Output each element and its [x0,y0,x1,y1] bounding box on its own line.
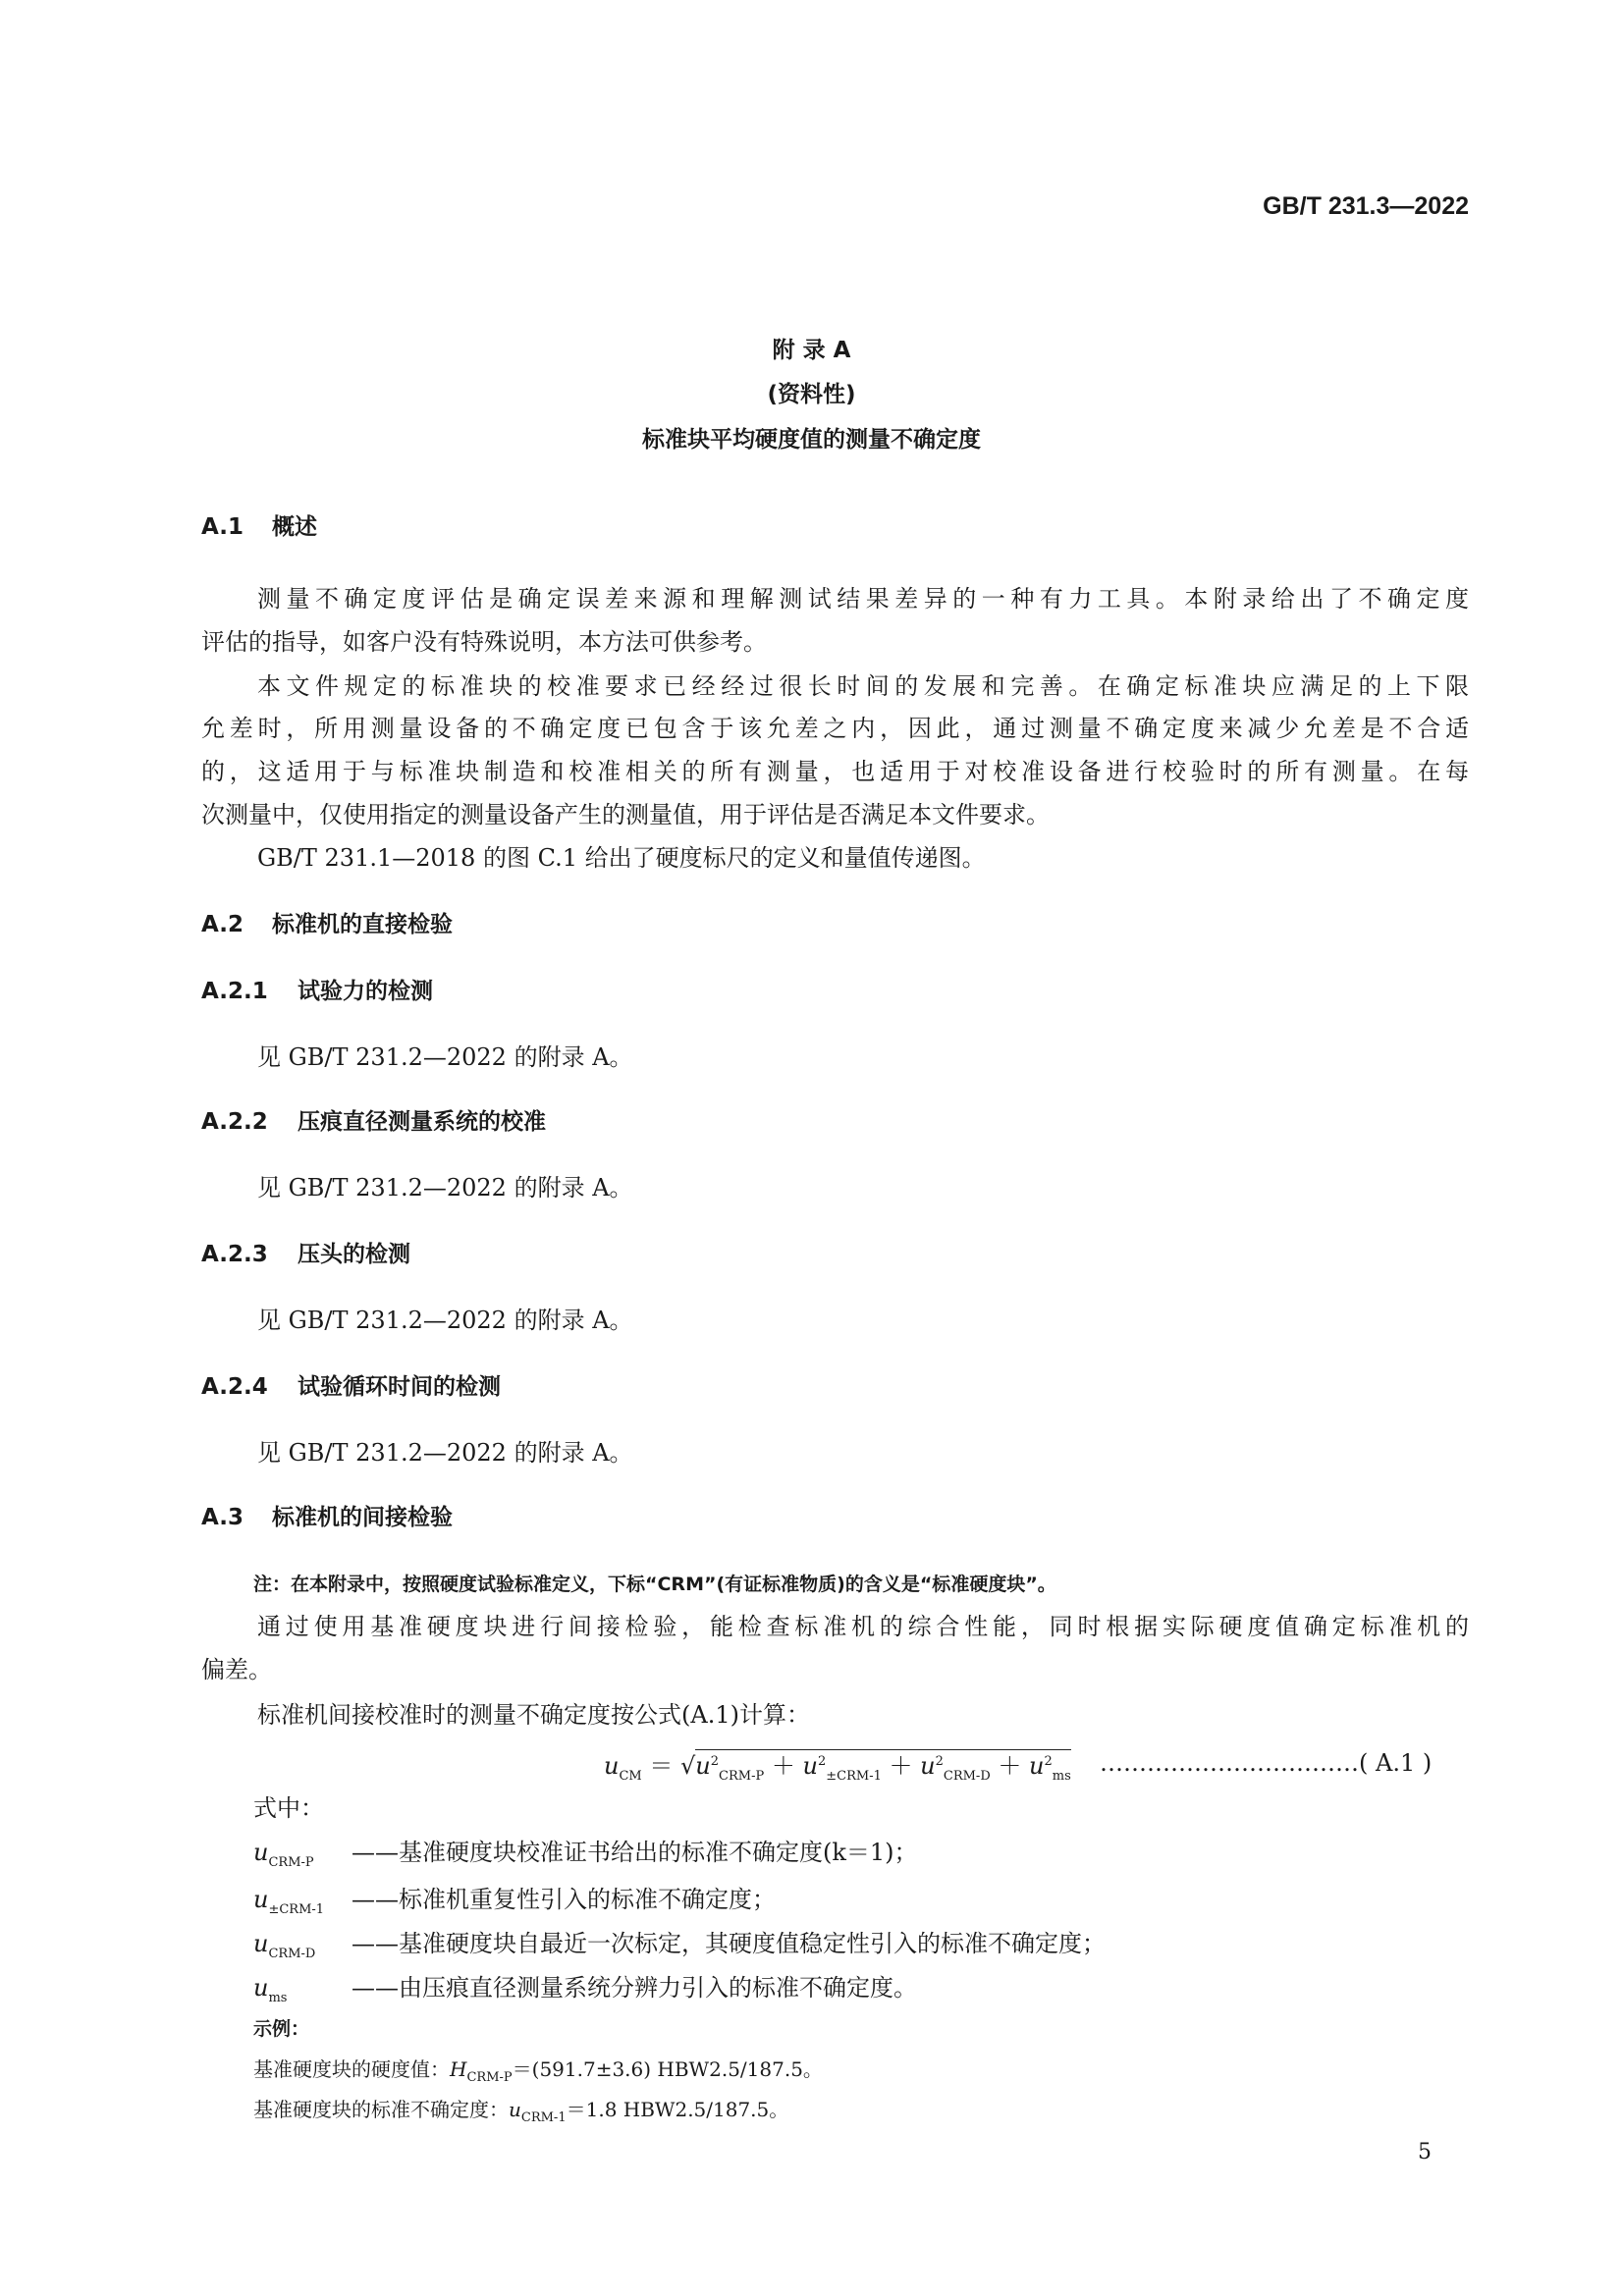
appendix-label: 附 录 A [772,338,851,363]
section-text: 见 GB/T 231.2—2022 的附录 A。 [257,1174,633,1201]
definition-item: $u_{ms}$ ——由压痕直径测量系统分辨力引入的标准不确定度。 [253,1974,917,2005]
equation-number: ……………………………( A.1 ) [1100,1749,1433,1777]
paragraph-line: 次测量中，仅使用指定的测量设备产生的测量值，用于评估是否满足本文件要求。 [201,801,1050,828]
paragraph-line: GB/T 231.1—2018 的图 C.1 给出了硬度标尺的定义和量值传递图。 [257,844,986,872]
appendix-title: 标准块平均硬度值的测量不确定度 [642,427,981,453]
paragraph-line: 本文件规定的标准块的校准要求已经经过很长时间的发展和完善。在确定标准块应满足的上下限 [257,672,1469,700]
section-text: 见 GB/T 231.2—2022 的附录 A。 [257,1043,633,1071]
definition-item: $u_{CRM-P}$ ——基准硬度块校准证书给出的标准不确定度(k＝1)； [253,1839,918,1870]
example-label: 示例： [253,2018,310,2040]
section-text: 见 GB/T 231.2—2022 的附录 A。 [257,1439,633,1467]
paragraph-line: 允差时，所用测量设备的不确定度已包含于该允差之内，因此，通过测量不确定度来减少允差是不合适 [201,715,1469,742]
section-text: 见 GB/T 231.2—2022 的附录 A。 [257,1307,633,1334]
section-heading-a24: A.2.4 试验循环时间的检测 [201,1374,501,1400]
section-heading-a21: A.2.1 试验力的检测 [201,979,433,1004]
paragraph-line: 评估的指导，如客户没有特殊说明，本方法可供参考。 [201,628,767,656]
formula-a1: $u_{CM} = √u^2_{CRM-P} + u^2_{\pm CRM-1} + u^2_{CRM-D} + u^2_{ms}$ [604,1745,1071,1793]
definition-item: $u_{CRM-D}$ ——基准硬度块自最近一次标定，其硬度值稳定性引入的标准不确定度； [253,1930,1106,1961]
page-number: 5 [1418,2140,1432,2164]
note: 注：在本附录中，按照硬度试验标准定义，下标“CRM”(有证标准物质)的含义是“标准硬度块”。 [253,1574,1056,1595]
definition-item: $u_{\pm CRM-1}$ ——标准机重复性引入的标准不确定度； [253,1886,776,1917]
example-line: 基准硬度块的标准不确定度：$u_{CRM-1}=1.8$ HBW2.5/187.5。 [253,2098,789,2125]
paragraph-line: 测量不确定度评估是确定误差来源和理解测试结果差异的一种有力工具。本附录给出了不确定度 [257,585,1469,613]
section-heading-a3: A.3 标准机的间接检验 [201,1505,453,1530]
section-heading-a1: A.1 概述 [201,514,317,540]
section-heading-a23: A.2.3 压头的检测 [201,1242,410,1267]
paragraph-line: 偏差。 [201,1656,272,1683]
section-heading-a22: A.2.2 压痕直径测量系统的校准 [201,1109,546,1135]
paragraph-line: 通过使用基准硬度块进行间接检验，能检查标准机的综合性能，同时根据实际硬度值确定标准机的 [257,1613,1469,1640]
section-heading-a2: A.2 标准机的直接检验 [201,912,453,937]
example-line: 基准硬度块的硬度值：$H_{CRM-P}=(591.7\pm 3.6)$ HBW2.5/187.5。 [253,2057,823,2085]
appendix-type: (资料性) [767,382,856,407]
paragraph-line: 的，这适用于与标准块制造和校准相关的所有测量，也适用于对校准设备进行校验时的所有测量。在每 [201,758,1469,785]
where-label: 式中： [253,1794,324,1822]
document-number: GB/T 231.3—2022 [1263,192,1469,220]
paragraph-line: 标准机间接校准时的测量不确定度按公式(A.1)计算： [257,1701,810,1729]
